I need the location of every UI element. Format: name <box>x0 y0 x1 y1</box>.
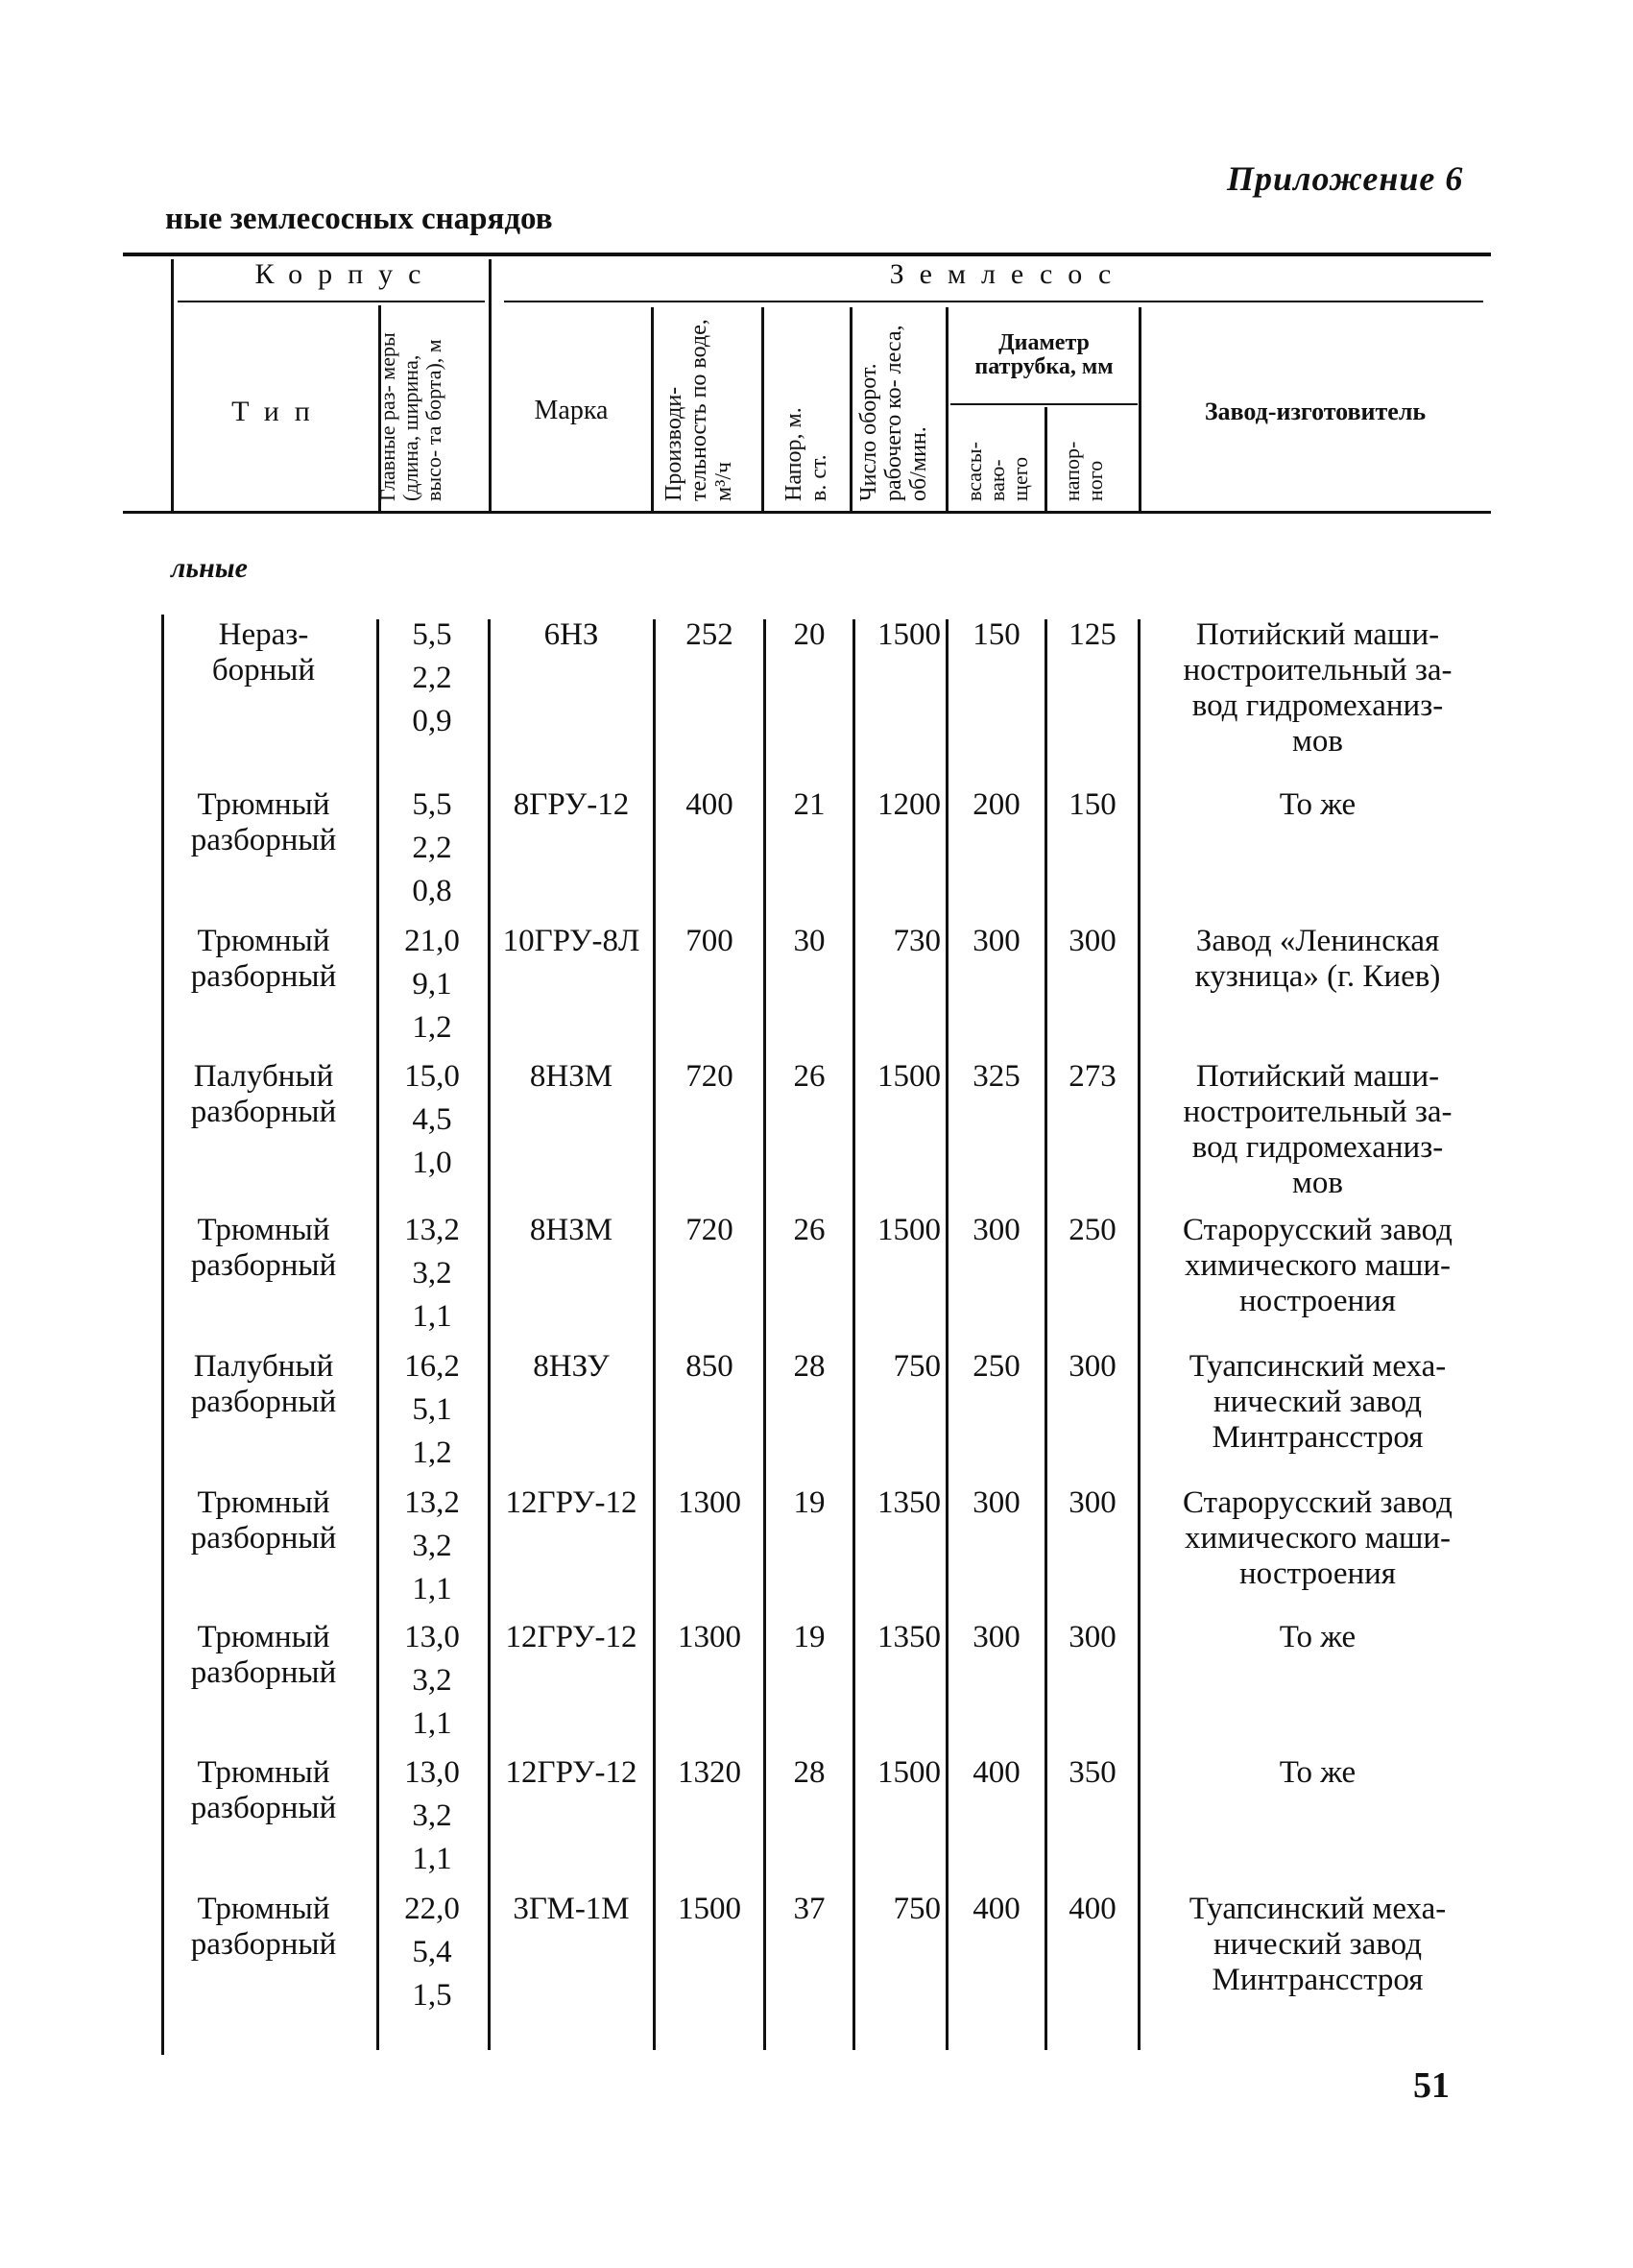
row-discharge: 300 <box>1069 1485 1117 1520</box>
diameter-underline <box>950 403 1138 405</box>
header-vline <box>850 307 853 511</box>
row-dimension: 1,1 <box>412 1572 452 1606</box>
body-vline <box>853 619 855 2050</box>
row-dimension: 1,2 <box>412 1436 452 1470</box>
row-rpm: 750 <box>893 1892 941 1926</box>
row-brand: 8НЗМ <box>529 1059 613 1094</box>
row-brand: 12ГРУ-12 <box>505 1485 637 1520</box>
row-brand: 3ГМ-1М <box>513 1892 630 1926</box>
row-head: 28 <box>793 1755 826 1790</box>
row-suction: 400 <box>973 1755 1021 1790</box>
row-head: 19 <box>793 1620 826 1654</box>
row-type: Трюмный разборный <box>190 1485 337 1556</box>
row-discharge: 250 <box>1069 1213 1117 1247</box>
row-capacity: 400 <box>685 787 733 822</box>
row-type: Нераз- борный <box>211 617 316 688</box>
header-discharge: напор- ного <box>1060 441 1107 501</box>
header-vline <box>761 307 764 511</box>
header-vline <box>489 259 492 511</box>
header-head: Напор, м. в. ст. <box>781 407 831 501</box>
row-suction: 150 <box>973 617 1021 652</box>
row-discharge: 400 <box>1069 1892 1117 1926</box>
row-brand: 6НЗ <box>543 617 599 652</box>
row-capacity: 720 <box>685 1059 733 1094</box>
section-label: льные <box>171 552 248 584</box>
row-capacity: 700 <box>685 924 733 958</box>
header-vline <box>946 307 949 511</box>
row-brand: 12ГРУ-12 <box>505 1620 637 1654</box>
row-capacity: 720 <box>685 1213 733 1247</box>
row-dimension: 21,0 <box>404 924 460 958</box>
body-vline <box>1045 619 1047 2050</box>
row-suction: 250 <box>973 1349 1021 1384</box>
header-pump-group: Землесос <box>889 258 1127 290</box>
row-rpm: 1500 <box>877 1213 941 1247</box>
row-type: Палубный разборный <box>190 1349 337 1419</box>
row-rpm: 730 <box>893 924 941 958</box>
header-vline <box>651 307 654 511</box>
row-dimension: 5,5 <box>412 617 452 652</box>
row-dimension: 5,1 <box>412 1392 452 1427</box>
header-suction: всасы- ваю- щего <box>962 442 1032 501</box>
row-suction: 400 <box>973 1892 1021 1926</box>
header-rpm: Число оборот. рабочего ко- леса, об/мин. <box>856 325 931 501</box>
row-dimension: 13,0 <box>404 1755 460 1790</box>
body-vline <box>161 615 164 2055</box>
body-vline <box>488 619 491 2050</box>
row-manufacturer: Потийский маши- ностроительный за- вод гидромеханиз- мов <box>1183 617 1453 759</box>
row-dimension: 1,1 <box>412 1706 452 1741</box>
row-discharge: 125 <box>1069 617 1117 652</box>
row-head: 28 <box>793 1349 826 1384</box>
row-head: 19 <box>793 1485 826 1520</box>
row-rpm: 1500 <box>877 617 941 652</box>
row-rpm: 1500 <box>877 1755 941 1790</box>
row-manufacturer: То же <box>1279 1620 1357 1654</box>
header-type: Тип <box>231 396 325 427</box>
row-capacity: 850 <box>685 1349 733 1384</box>
row-rpm: 1350 <box>877 1620 941 1654</box>
row-manufacturer: Туапсинский меха- нический завод Минтрансстроя <box>1189 1349 1447 1455</box>
row-dimension: 13,2 <box>404 1213 460 1247</box>
row-capacity: 1300 <box>678 1485 741 1520</box>
row-type: Трюмный разборный <box>190 1892 337 1962</box>
row-suction: 200 <box>973 787 1021 822</box>
row-capacity: 1320 <box>678 1755 741 1790</box>
row-brand: 10ГРУ-8Л <box>502 924 640 958</box>
row-suction: 325 <box>973 1059 1021 1094</box>
body-vline <box>763 619 766 2050</box>
header-vline <box>1139 307 1141 511</box>
pump-group-underline <box>504 301 1483 302</box>
row-rpm: 1200 <box>877 787 941 822</box>
header-manufacturer: Завод-изготовитель <box>1204 398 1427 425</box>
table-top-rule <box>123 253 1491 256</box>
row-suction: 300 <box>973 1213 1021 1247</box>
row-head: 26 <box>793 1213 826 1247</box>
row-dimension: 13,0 <box>404 1620 460 1654</box>
row-type: Трюмный разборный <box>190 924 337 994</box>
row-dimension: 1,1 <box>412 1842 452 1876</box>
row-dimension: 3,2 <box>412 1529 452 1563</box>
row-dimension: 3,2 <box>412 1256 452 1291</box>
header-bottom-rule <box>123 511 1491 514</box>
table-title: ные землесосных снарядов <box>165 202 553 236</box>
row-dimension: 0,9 <box>412 704 452 738</box>
row-manufacturer: Завод «Ленинская кузница» (г. Киев) <box>1194 924 1441 994</box>
row-discharge: 300 <box>1069 924 1117 958</box>
header-diameter: Диаметр патрубка, мм <box>974 330 1114 380</box>
row-type: Трюмный разборный <box>190 1755 337 1825</box>
row-head: 26 <box>793 1059 826 1094</box>
row-brand: 12ГРУ-12 <box>505 1755 637 1790</box>
header-vline <box>1045 407 1047 511</box>
appendix-label: Приложение 6 <box>1227 159 1464 198</box>
header-brand: Марка <box>534 396 609 425</box>
row-discharge: 350 <box>1069 1755 1117 1790</box>
row-discharge: 150 <box>1069 787 1117 822</box>
body-vline <box>946 619 949 2050</box>
row-dimension: 3,2 <box>412 1663 452 1698</box>
row-capacity: 1500 <box>678 1892 741 1926</box>
row-manufacturer: Старорусский завод химического маши- ностроения <box>1183 1213 1453 1318</box>
row-dimension: 0,8 <box>412 874 452 908</box>
row-dimension: 5,5 <box>412 787 452 822</box>
row-dimension: 5,4 <box>412 1935 452 1969</box>
header-capacity: Производи- тельность по воде, м³/ч <box>661 319 736 501</box>
header-hull-group: Корпус <box>254 258 437 290</box>
header-vline <box>171 259 174 511</box>
row-dimension: 22,0 <box>404 1892 460 1926</box>
row-dimension: 1,1 <box>412 1299 452 1334</box>
row-type: Трюмный разборный <box>190 787 337 857</box>
row-type: Палубный разборный <box>190 1059 337 1129</box>
row-dimension: 1,5 <box>412 1978 452 2013</box>
row-dimension: 2,2 <box>412 831 452 865</box>
row-brand: 8НЗУ <box>533 1349 610 1384</box>
row-suction: 300 <box>973 1485 1021 1520</box>
row-manufacturer: Старорусский завод химического маши- ностроения <box>1183 1485 1453 1591</box>
row-dimension: 1,0 <box>412 1146 452 1180</box>
row-dimension: 4,5 <box>412 1102 452 1137</box>
row-head: 30 <box>793 924 826 958</box>
row-manufacturer: Туапсинский меха- нический завод Минтрансстроя <box>1189 1892 1447 1997</box>
row-head: 37 <box>793 1892 826 1926</box>
row-dimension: 13,2 <box>404 1485 460 1520</box>
row-dimension: 1,2 <box>412 1010 452 1045</box>
row-suction: 300 <box>973 1620 1021 1654</box>
row-discharge: 300 <box>1069 1620 1117 1654</box>
row-manufacturer: Потийский маши- ностроительный за- вод гидромеханиз- мов <box>1183 1059 1453 1200</box>
body-vline <box>1138 619 1141 2050</box>
row-suction: 300 <box>973 924 1021 958</box>
row-rpm: 1350 <box>877 1485 941 1520</box>
hull-group-underline <box>178 301 485 302</box>
row-head: 20 <box>793 617 826 652</box>
row-discharge: 300 <box>1069 1349 1117 1384</box>
row-type: Трюмный разборный <box>190 1213 337 1283</box>
row-dimension: 3,2 <box>412 1798 452 1833</box>
page-number: 51 <box>1413 2065 1450 2106</box>
row-dimension: 15,0 <box>404 1059 460 1094</box>
row-type: Трюмный разборный <box>190 1620 337 1690</box>
body-vline <box>653 619 656 2050</box>
row-rpm: 750 <box>893 1349 941 1384</box>
row-manufacturer: То же <box>1279 787 1357 822</box>
row-brand: 8НЗМ <box>529 1213 613 1247</box>
row-brand: 8ГРУ-12 <box>513 787 630 822</box>
row-manufacturer: То же <box>1279 1755 1357 1790</box>
row-dimension: 16,2 <box>404 1349 460 1384</box>
row-capacity: 1300 <box>678 1620 741 1654</box>
body-vline <box>376 619 379 2050</box>
row-capacity: 252 <box>685 617 733 652</box>
row-rpm: 1500 <box>877 1059 941 1094</box>
row-discharge: 273 <box>1069 1059 1117 1094</box>
row-head: 21 <box>793 787 826 822</box>
row-dimension: 2,2 <box>412 661 452 695</box>
header-main-dims: Главные раз- меры (длина, ширина, высо- та борта), м <box>375 332 445 501</box>
row-dimension: 9,1 <box>412 967 452 1001</box>
